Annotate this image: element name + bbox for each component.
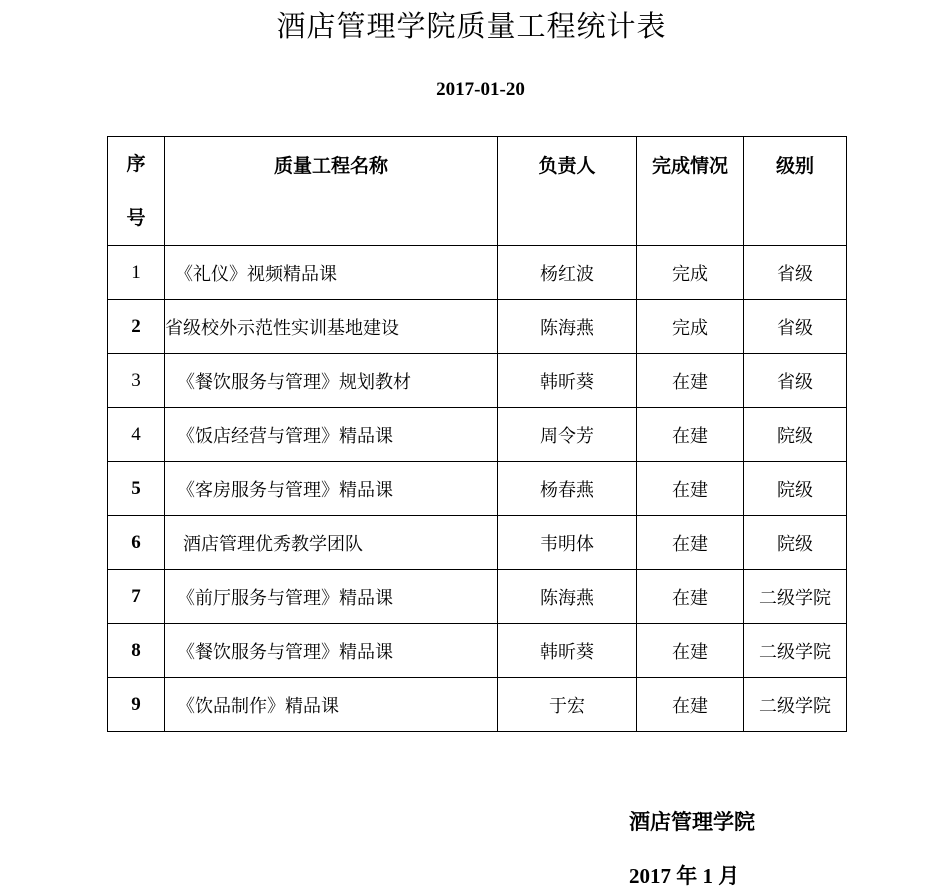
row-project-name: 《礼仪》视频精品课 [165, 246, 498, 300]
header-level [744, 137, 847, 246]
signature-organization: 酒店管理学院 [629, 810, 755, 834]
row-level: 院级 [744, 516, 847, 570]
table-row [108, 624, 847, 678]
row-status: 在建 [637, 624, 744, 678]
table-row [108, 678, 847, 732]
header-seq-line2: 号 [126, 207, 146, 229]
header-name [165, 137, 498, 246]
row-level: 二级学院 [744, 570, 847, 624]
row-status: 完成 [637, 300, 744, 354]
row-seq: 1 [108, 246, 165, 300]
row-seq: 6 [108, 516, 165, 570]
row-project-name: 省级校外示范性实训基地建设 [165, 300, 498, 354]
row-owner: 杨红波 [498, 246, 637, 300]
row-seq: 3 [108, 354, 165, 408]
row-seq: 4 [108, 408, 165, 462]
signature-date: 2017 年 1 月 [629, 864, 740, 888]
row-owner: 韩昕葵 [498, 354, 637, 408]
header-status [637, 137, 744, 246]
row-project-name: 酒店管理优秀教学团队 [165, 516, 498, 570]
row-level: 省级 [744, 246, 847, 300]
table-row [108, 462, 847, 516]
row-level: 院级 [744, 462, 847, 516]
row-status: 在建 [637, 462, 744, 516]
table-row [108, 300, 847, 354]
table-row [108, 246, 847, 300]
row-seq: 9 [108, 678, 165, 732]
row-seq: 5 [108, 462, 165, 516]
row-level: 二级学院 [744, 678, 847, 732]
row-status: 在建 [637, 408, 744, 462]
header-name-label: 质量工程名称 [273, 155, 388, 177]
table-row [108, 570, 847, 624]
row-owner: 杨春燕 [498, 462, 637, 516]
header-level-label: 级别 [775, 155, 814, 177]
row-status: 完成 [637, 246, 744, 300]
row-status: 在建 [637, 678, 744, 732]
row-project-name: 《前厅服务与管理》精品课 [165, 570, 498, 624]
row-owner: 陈海燕 [498, 300, 637, 354]
table-row [108, 354, 847, 408]
row-owner: 韩昕葵 [498, 624, 637, 678]
document-title: 酒店管理学院质量工程统计表 [276, 9, 667, 43]
header-status-label: 完成情况 [651, 155, 728, 177]
row-project-name: 《饮品制作》精品课 [165, 678, 498, 732]
row-seq: 2 [108, 300, 165, 354]
row-owner: 周令芳 [498, 408, 637, 462]
table-row [108, 408, 847, 462]
row-level: 省级 [744, 300, 847, 354]
row-project-name: 《餐饮服务与管理》规划教材 [165, 354, 498, 408]
header-seq-line1: 序 [126, 153, 146, 175]
row-project-name: 《餐饮服务与管理》精品课 [165, 624, 498, 678]
row-owner: 陈海燕 [498, 570, 637, 624]
row-level: 省级 [744, 354, 847, 408]
quality-project-table [107, 136, 847, 732]
row-owner: 韦明体 [498, 516, 637, 570]
row-project-name: 《饭店经营与管理》精品课 [165, 408, 498, 462]
table-header-row [108, 137, 847, 246]
row-seq: 7 [108, 570, 165, 624]
row-level: 院级 [744, 408, 847, 462]
header-owner-label: 负责人 [538, 155, 596, 177]
row-status: 在建 [637, 570, 744, 624]
header-owner [498, 137, 637, 246]
row-owner: 于宏 [498, 678, 637, 732]
row-project-name: 《客房服务与管理》精品课 [165, 462, 498, 516]
row-status: 在建 [637, 354, 744, 408]
document-date: 2017-01-20 [436, 79, 525, 100]
table-row [108, 516, 847, 570]
row-status: 在建 [637, 516, 744, 570]
row-level: 二级学院 [744, 624, 847, 678]
row-seq: 8 [108, 624, 165, 678]
header-seq [108, 137, 165, 246]
